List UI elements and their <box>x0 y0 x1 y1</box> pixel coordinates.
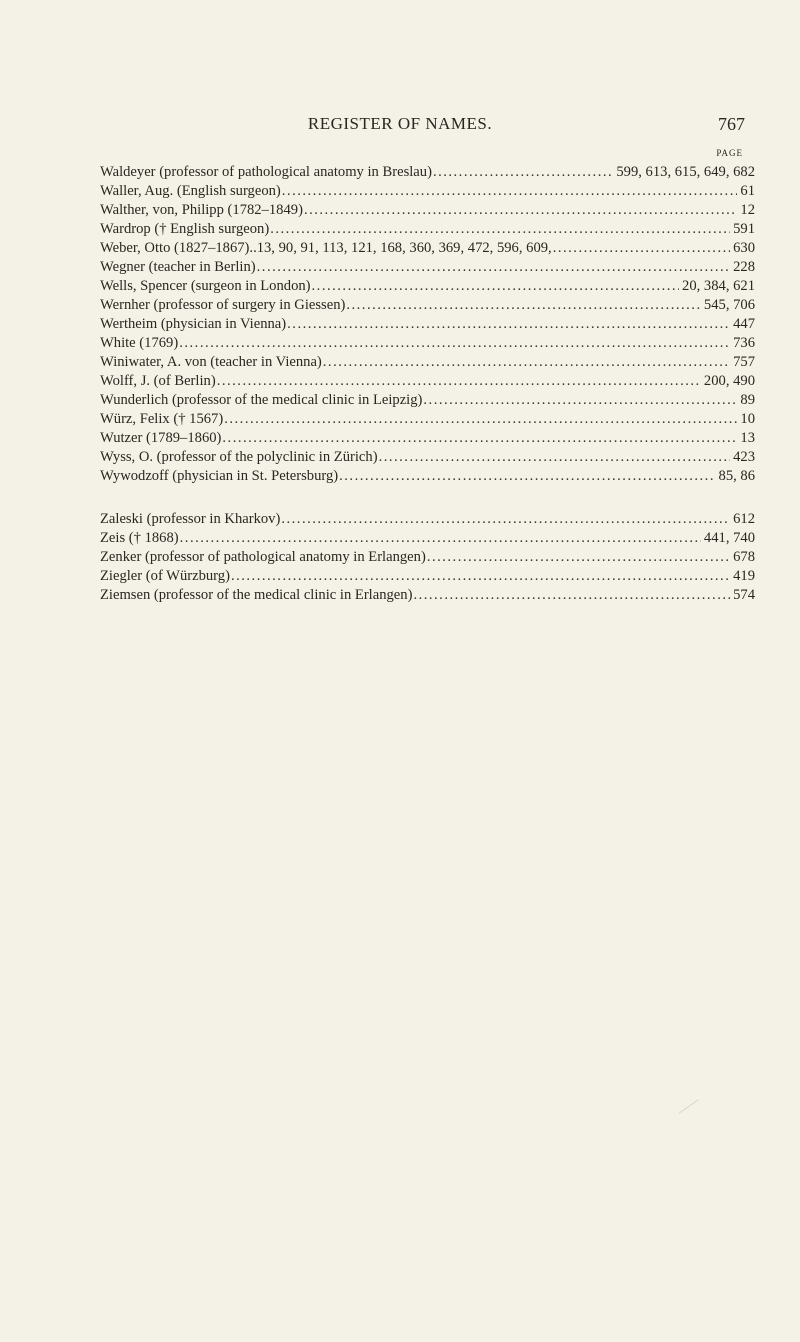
dot-leader <box>304 201 737 220</box>
entry-name: Wolff, J. (of Berlin) <box>100 373 216 389</box>
entry-name: Winiwater, A. von (teacher in Vienna) <box>100 354 322 370</box>
dot-leader <box>427 548 730 567</box>
entry-pages: 419 <box>733 568 755 584</box>
entry-name: Würz, Felix († 1567) <box>100 411 224 427</box>
entry-pages: 12 <box>740 202 755 218</box>
entry-name: Wutzer (1789–1860) <box>100 430 222 446</box>
entry-pages: 574 <box>733 587 755 603</box>
dot-leader <box>257 258 730 277</box>
register-entry <box>100 548 755 567</box>
dot-leader <box>312 277 680 296</box>
page-number: 767 <box>718 114 745 134</box>
entry-pages: 200, 490 <box>703 373 755 389</box>
register-entry <box>100 353 755 372</box>
dot-leader <box>217 372 701 391</box>
entry-name: White (1769) <box>100 335 179 351</box>
page-column-label: PAGE <box>716 148 743 158</box>
dot-leader <box>413 586 730 605</box>
entry-pages: 85, 86 <box>718 468 755 484</box>
entry-name: Weber, Otto (1827–1867)..13, 90, 91, 113, 121, 168, 360, 369, 472, 596, 609, <box>100 240 552 256</box>
group-separator <box>100 486 755 510</box>
register-entry <box>100 510 755 529</box>
entry-name: Wells, Spencer (surgeon in London) <box>100 278 311 294</box>
register-entry <box>100 277 755 296</box>
register-entry <box>100 586 755 605</box>
dot-leader <box>231 567 730 586</box>
register-entry <box>100 182 755 201</box>
entry-name: Wertheim (physician in Vienna) <box>100 316 287 332</box>
entry-pages: 630 <box>733 240 755 256</box>
dot-leader <box>423 391 737 410</box>
register-entry <box>100 429 755 448</box>
dot-leader <box>553 239 730 258</box>
entry-pages: 10 <box>740 411 755 427</box>
name-register <box>100 163 755 605</box>
entry-name: Waller, Aug. (English surgeon) <box>100 183 281 199</box>
entry-name: Ziemsen (professor of the medical clinic in Erlangen) <box>100 587 413 603</box>
entry-pages: 736 <box>733 335 755 351</box>
dot-leader <box>287 315 730 334</box>
register-entry <box>100 410 755 429</box>
running-title: REGISTER OF NAMES. <box>307 114 493 133</box>
register-entry <box>100 201 755 220</box>
entry-name: Ziegler (of Würzburg) <box>100 568 230 584</box>
dot-leader <box>346 296 701 315</box>
dot-leader <box>281 510 730 529</box>
entry-name: Zaleski (professor in Kharkov) <box>100 511 281 527</box>
dot-leader <box>282 182 738 201</box>
dot-leader <box>339 467 715 486</box>
dot-leader <box>323 353 730 372</box>
entry-name: Waldeyer (professor of pathological anatomy in Breslau) <box>100 164 432 180</box>
register-entry <box>100 391 755 410</box>
dot-leader <box>180 529 701 548</box>
running-head <box>0 114 800 138</box>
entry-name: Wardrop († English surgeon) <box>100 221 270 237</box>
dot-leader <box>222 429 737 448</box>
entry-pages: 13 <box>740 430 755 446</box>
entry-name: Wyss, O. (professor of the polyclinic in Zürich) <box>100 449 378 465</box>
register-entry <box>100 448 755 467</box>
register-entry <box>100 163 755 182</box>
entry-name: Wernher (professor of surgery in Giessen) <box>100 297 346 313</box>
register-entry <box>100 529 755 548</box>
page-mark <box>678 1099 705 1123</box>
entry-pages: 441, 740 <box>703 530 755 546</box>
entry-pages: 89 <box>740 392 755 408</box>
entry-pages: 423 <box>733 449 755 465</box>
dot-leader <box>433 163 613 182</box>
register-entry <box>100 258 755 277</box>
entry-pages: 228 <box>733 259 755 275</box>
dot-leader <box>379 448 731 467</box>
entry-name: Wywodzoff (physician in St. Petersburg) <box>100 468 339 484</box>
entry-pages: 20, 384, 621 <box>682 278 755 294</box>
register-entry <box>100 567 755 586</box>
entry-pages: 545, 706 <box>703 297 755 313</box>
entry-pages: 612 <box>733 511 755 527</box>
entry-pages: 599, 613, 615, 649, 682 <box>616 164 755 180</box>
register-entry <box>100 334 755 353</box>
register-entry <box>100 296 755 315</box>
entry-name: Walther, von, Philipp (1782–1849) <box>100 202 303 218</box>
dot-leader <box>179 334 730 353</box>
entry-name: Wunderlich (professor of the medical clinic in Leipzig) <box>100 392 423 408</box>
register-entry <box>100 372 755 391</box>
entry-pages: 757 <box>733 354 755 370</box>
dot-leader <box>270 220 730 239</box>
register-entry <box>100 239 755 258</box>
entry-pages: 447 <box>733 316 755 332</box>
register-entry <box>100 220 755 239</box>
entry-name: Wegner (teacher in Berlin) <box>100 259 256 275</box>
entry-name: Zenker (professor of pathological anatomy in Erlangen) <box>100 549 426 565</box>
dot-leader <box>224 410 737 429</box>
entry-pages: 678 <box>733 549 755 565</box>
entry-pages: 591 <box>733 221 755 237</box>
register-entry <box>100 467 755 486</box>
entry-name: Zeis († 1868) <box>100 530 179 546</box>
entry-pages: 61 <box>740 183 755 199</box>
register-entry <box>100 315 755 334</box>
